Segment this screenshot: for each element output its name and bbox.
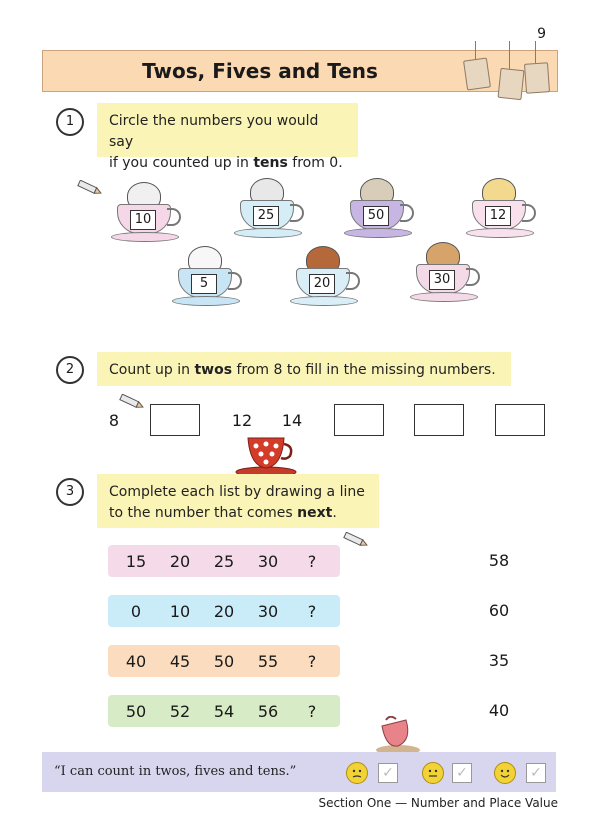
cup-number: 50 <box>363 206 389 226</box>
answer-option[interactable]: 35 <box>488 651 510 670</box>
answer-box[interactable] <box>495 404 545 436</box>
question-1-line-2-end: from 0. <box>287 155 343 171</box>
unsure-face-icon <box>346 762 368 784</box>
question-number-1: 1 <box>56 108 84 136</box>
list-value: 0 <box>130 601 142 621</box>
list-value: 15 <box>125 551 147 571</box>
answer-box[interactable] <box>334 404 384 436</box>
list-value: ? <box>307 601 317 621</box>
page-number: 9 <box>537 26 546 42</box>
list-value: 52 <box>169 701 191 721</box>
question-2-end: from 8 to fill in the missing numbers. <box>232 362 496 378</box>
okay-face-icon <box>422 762 444 784</box>
question-3-bold-word: next <box>297 505 333 521</box>
number-list-row[interactable] <box>108 595 340 627</box>
tick-box[interactable]: ✓ <box>526 763 546 783</box>
cup-number: 30 <box>429 270 455 290</box>
number-list-row[interactable] <box>108 545 340 577</box>
teacup-30[interactable] <box>412 240 482 310</box>
question-1-bold-word: tens <box>253 155 288 171</box>
list-value: 20 <box>169 551 191 571</box>
number-list-row[interactable] <box>108 695 340 727</box>
answer-box[interactable] <box>414 404 464 436</box>
list-value: ? <box>307 701 317 721</box>
sequence-number: 12 <box>231 411 253 430</box>
teacup-20[interactable] <box>292 244 362 314</box>
cup-number: 10 <box>130 210 156 230</box>
answer-box[interactable] <box>150 404 200 436</box>
sequence-number: 14 <box>281 411 303 430</box>
teacup-12[interactable] <box>468 176 538 246</box>
cup-number: 5 <box>191 274 217 294</box>
list-value: 56 <box>257 701 279 721</box>
tea-bag-icon <box>497 68 524 100</box>
teacup-50[interactable] <box>346 176 416 246</box>
question-3-line-1: Complete each list by drawing a line <box>109 484 365 500</box>
question-1-line-1: Circle the numbers you would say <box>109 113 319 150</box>
teacup-10[interactable] <box>113 180 183 250</box>
self-assessment-bar <box>42 752 556 792</box>
tick-box[interactable]: ✓ <box>378 763 398 783</box>
teacup-25[interactable] <box>236 176 306 246</box>
cup-number: 20 <box>309 274 335 294</box>
list-value: 54 <box>213 701 235 721</box>
list-value: ? <box>307 651 317 671</box>
teacup-icon <box>234 432 300 478</box>
question-number-3: 3 <box>56 478 84 506</box>
number-list-row[interactable] <box>108 645 340 677</box>
sequence-number: 8 <box>108 411 120 430</box>
list-value: 10 <box>169 601 191 621</box>
tea-bag-icon <box>524 62 550 94</box>
happy-face-icon <box>494 762 516 784</box>
question-2-bold-word: twos <box>194 362 233 378</box>
answer-option[interactable]: 58 <box>488 551 510 570</box>
list-value: 30 <box>257 551 279 571</box>
question-2-start: Count up in <box>109 362 195 378</box>
list-value: 20 <box>213 601 235 621</box>
teacup-5[interactable] <box>174 244 244 314</box>
spilled-teacup-icon <box>372 716 424 756</box>
section-label: Section One — Number and Place Value <box>318 796 558 810</box>
question-1-text <box>97 103 358 171</box>
answer-option[interactable]: 60 <box>488 601 510 620</box>
list-value: 55 <box>257 651 279 671</box>
question-3-line-2-end: . <box>332 505 337 521</box>
question-1-line-2: if you counted up in <box>109 155 254 171</box>
page-title: Twos, Fives and Tens <box>142 59 378 83</box>
pencil-icon <box>342 532 370 548</box>
tea-bag-icon <box>463 57 491 90</box>
cup-number: 12 <box>485 206 511 226</box>
list-value: 30 <box>257 601 279 621</box>
cup-number: 25 <box>253 206 279 226</box>
list-value: ? <box>307 551 317 571</box>
question-number-2: 2 <box>56 356 84 384</box>
title-bar <box>42 50 558 92</box>
list-value: 45 <box>169 651 191 671</box>
answer-option[interactable]: 40 <box>488 701 510 720</box>
list-value: 25 <box>213 551 235 571</box>
list-value: 50 <box>213 651 235 671</box>
self-assessment-statement: “I can count in twos, fives and tens.” <box>54 764 297 779</box>
pencil-icon <box>76 180 104 196</box>
pencil-icon <box>118 394 146 410</box>
list-value: 40 <box>125 651 147 671</box>
question-2-text <box>97 352 511 386</box>
list-value: 50 <box>125 701 147 721</box>
tick-box[interactable]: ✓ <box>452 763 472 783</box>
question-3-text <box>97 474 379 528</box>
question-3-line-2: to the number that comes <box>109 505 298 521</box>
